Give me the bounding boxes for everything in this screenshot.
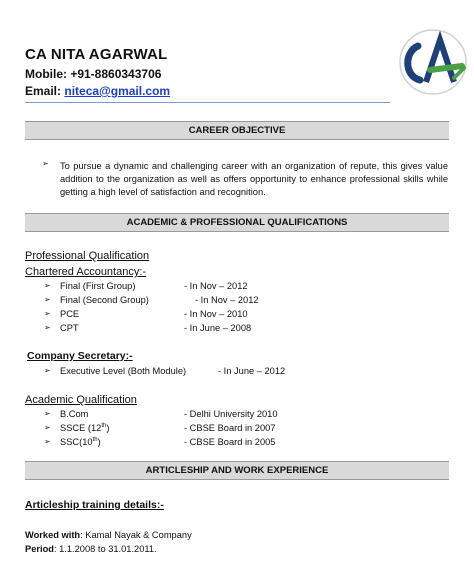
list-item: [0, 409, 474, 422]
experience-title: ARTICLESHIP AND WORK EXPERIENCE: [145, 465, 329, 476]
worked-with-value: : Kamal Nayak & Company: [80, 530, 192, 540]
academic-item-value: - Delhi University 2010: [184, 409, 278, 419]
ca-heading: Chartered Accountancy:-: [25, 266, 147, 278]
email-link[interactable]: niteca@gmail.com: [64, 84, 171, 98]
articleship-heading: Articleship training details:-: [25, 499, 164, 511]
ca-item-label: Final (Second Group): [60, 295, 149, 305]
career-objective-header: [25, 121, 449, 140]
experience-header: [25, 461, 449, 480]
arrow-icon: ➢: [44, 437, 51, 446]
arrow-icon: ➢: [44, 366, 51, 375]
arrow-icon: ➢: [44, 409, 51, 418]
academic-item-label: B.Com: [60, 409, 89, 419]
arrow-icon: ➢: [44, 295, 51, 304]
mobile-number: Mobile: +91-8860343706: [25, 67, 162, 81]
candidate-name: CA NITA AGARWAL: [25, 46, 168, 63]
list-item: [0, 309, 474, 322]
email-row: [25, 84, 170, 98]
ca-item-label: CPT: [60, 323, 79, 333]
list-item: [0, 437, 474, 450]
list-item: [0, 281, 474, 294]
ca-item-label: PCE: [60, 309, 80, 319]
cs-heading: Company Secretary:-: [27, 350, 133, 362]
list-item: [0, 366, 474, 379]
period-value: : 1.1.2008 to 31.01.2011.: [53, 544, 157, 554]
ca-logo-icon: [396, 24, 470, 98]
objective-arrow-icon: ➢: [42, 159, 49, 168]
header-divider: [25, 102, 390, 103]
email-label: Email:: [25, 84, 65, 98]
ca-item-value: - In Nov – 2010: [184, 309, 248, 319]
academic-item-value: - CBSE Board in 2005: [184, 437, 276, 447]
arrow-icon: ➢: [44, 423, 51, 432]
academic-item-value: - CBSE Board in 2007: [184, 423, 276, 433]
academic-item-label: SSC(10th): [60, 437, 101, 448]
qualifications-header: [25, 213, 449, 232]
worked-with-label: Worked with: [25, 530, 81, 540]
list-item: [0, 295, 474, 308]
cs-item-value: - In June – 2012: [218, 366, 286, 376]
list-item: [0, 323, 474, 336]
academic-item-label: SSCE (12th): [60, 423, 110, 434]
objective-text: To pursue a dynamic and challenging career with an organization of repute, this gives value addition to the organization as well as offers opportunity to enhance professional skills while getting a high level of satisfaction and recognition.: [60, 161, 448, 197]
ca-item-label: Final (First Group): [60, 281, 136, 291]
career-objective-title: CAREER OBJECTIVE: [188, 125, 286, 136]
period-label: Period: [25, 544, 54, 554]
qualifications-title: ACADEMIC & PROFESSIONAL QUALIFICATIONS: [126, 217, 348, 228]
ca-item-value: - In Nov – 2012: [184, 281, 248, 291]
cs-item-label: Executive Level (Both Module): [60, 366, 187, 376]
ca-item-value: - In Nov – 2012: [195, 295, 259, 305]
arrow-icon: ➢: [44, 309, 51, 318]
arrow-icon: ➢: [44, 281, 51, 290]
ca-item-value: - In June – 2008: [184, 323, 252, 333]
professional-qualification-heading: Professional Qualification: [25, 250, 150, 262]
arrow-icon: ➢: [44, 323, 51, 332]
list-item: [0, 423, 474, 436]
period-row: [25, 544, 157, 554]
academic-qualification-heading: Academic Qualification: [25, 394, 137, 406]
worked-with-row: [25, 530, 192, 540]
